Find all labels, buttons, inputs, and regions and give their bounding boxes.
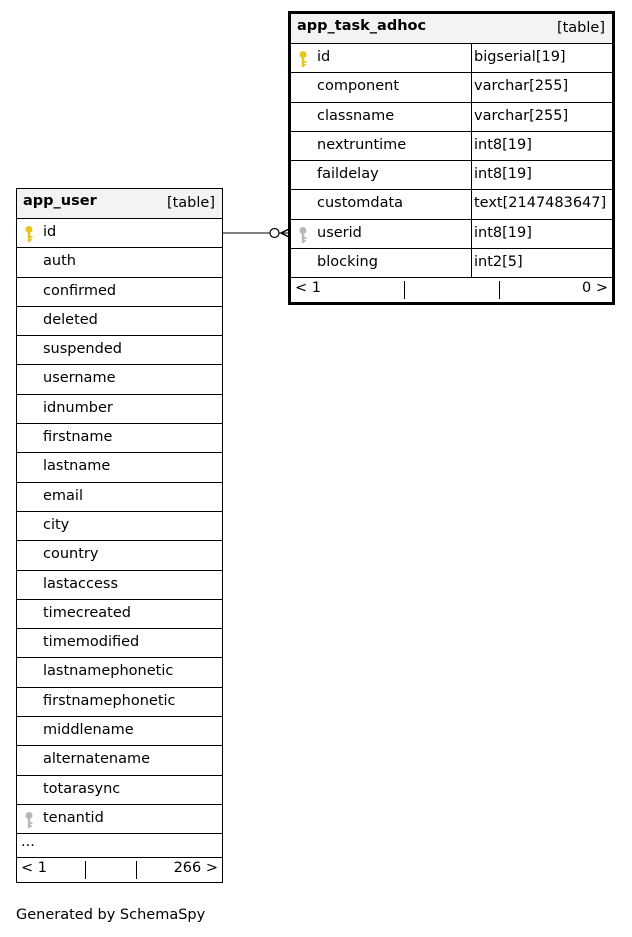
- column-name: suspended: [43, 341, 122, 358]
- primary-key-icon: [298, 50, 310, 68]
- column-row-nextruntime[interactable]: [291, 132, 612, 161]
- column-name: alternatename: [43, 751, 151, 768]
- column-row-middlename[interactable]: [17, 717, 222, 746]
- column-name: customdata: [317, 195, 404, 212]
- column-type: int2[5]: [474, 254, 523, 271]
- parents-count: < 1: [295, 280, 321, 297]
- more-columns-indicator: ...: [17, 834, 222, 858]
- column-row-auth[interactable]: [17, 248, 222, 277]
- table-app-user[interactable]: [16, 188, 223, 883]
- column-name: firstname: [43, 429, 113, 446]
- column-name: deleted: [43, 311, 98, 328]
- column-row-blocking[interactable]: [291, 249, 612, 278]
- column-name: nextruntime: [317, 136, 407, 153]
- column-row-confirmed[interactable]: [17, 278, 222, 307]
- column-row-customdata[interactable]: [291, 190, 612, 219]
- column-row-lastaccess[interactable]: [17, 571, 222, 600]
- column-row-city[interactable]: [17, 512, 222, 541]
- parents-count: < 1: [21, 860, 47, 877]
- column-name: timemodified: [43, 634, 140, 651]
- column-type: int8[19]: [474, 224, 532, 241]
- column-type: varchar[255]: [474, 107, 569, 124]
- children-count: 266 >: [173, 860, 218, 877]
- column-row-alternatename[interactable]: [17, 746, 222, 775]
- column-name: timecreated: [43, 604, 131, 621]
- column-type: int8[19]: [474, 166, 532, 183]
- column-row-id[interactable]: [291, 44, 612, 73]
- foreign-key-icon: [298, 226, 310, 244]
- table-kind: [table]: [166, 195, 215, 211]
- column-row-email[interactable]: [17, 483, 222, 512]
- column-name: confirmed: [43, 282, 117, 299]
- column-name: lastnamephonetic: [43, 663, 174, 680]
- column-name: username: [43, 370, 116, 387]
- column-row-idnumber[interactable]: [17, 395, 222, 424]
- column-type: text[2147483647]: [474, 195, 607, 212]
- column-name: idnumber: [43, 399, 113, 416]
- children-count: 0 >: [582, 280, 608, 297]
- column-name: id: [43, 224, 57, 240]
- column-row-faildelay[interactable]: [291, 161, 612, 190]
- foreign-key-icon: [24, 811, 36, 829]
- table-app-task-adhoc[interactable]: [288, 11, 615, 305]
- column-name: middlename: [43, 722, 134, 739]
- primary-key-icon: [24, 225, 36, 243]
- table-kind: [table]: [556, 20, 605, 36]
- generated-by-label: Generated by SchemaSpy: [16, 907, 206, 923]
- column-name: blocking: [317, 254, 378, 271]
- column-row-username[interactable]: [17, 365, 222, 394]
- column-row-firstnamephonetic[interactable]: [17, 688, 222, 717]
- column-name: lastaccess: [43, 575, 119, 592]
- column-row-timemodified[interactable]: [17, 629, 222, 658]
- column-name: auth: [43, 253, 76, 270]
- column-row-lastnamephonetic[interactable]: [17, 658, 222, 687]
- column-name: firstnamephonetic: [43, 692, 176, 709]
- column-row-userid[interactable]: [291, 220, 612, 249]
- column-type: bigserial[19]: [474, 49, 566, 65]
- table-footer: [291, 278, 612, 302]
- column-name: country: [43, 546, 99, 563]
- table-name[interactable]: app_user: [23, 193, 97, 209]
- column-name: classname: [317, 107, 395, 124]
- column-row-totarasync[interactable]: [17, 776, 222, 805]
- table-header: [291, 14, 612, 44]
- column-name: tenantid: [43, 809, 104, 826]
- column-name: lastname: [43, 458, 111, 475]
- table-footer: [17, 858, 222, 882]
- column-row-firstname[interactable]: [17, 424, 222, 453]
- column-row-lastname[interactable]: [17, 453, 222, 482]
- column-type: int8[19]: [474, 136, 532, 153]
- column-name: totarasync: [43, 780, 121, 797]
- column-row-suspended[interactable]: [17, 336, 222, 365]
- zero-cardinality-marker: [270, 229, 279, 238]
- column-name: id: [317, 49, 331, 65]
- column-name: component: [317, 78, 400, 95]
- column-row-deleted[interactable]: [17, 307, 222, 336]
- table-header: [17, 189, 222, 219]
- column-row-classname[interactable]: [291, 103, 612, 132]
- column-row-timecreated[interactable]: [17, 600, 222, 629]
- column-name: city: [43, 516, 70, 533]
- column-row-component[interactable]: [291, 73, 612, 102]
- column-type: varchar[255]: [474, 78, 569, 95]
- column-name: faildelay: [317, 166, 379, 183]
- column-row-country[interactable]: [17, 541, 222, 570]
- table-name[interactable]: app_task_adhoc: [297, 18, 427, 34]
- column-name: userid: [317, 224, 362, 241]
- column-row-tenantid[interactable]: [17, 805, 222, 834]
- column-row-id[interactable]: [17, 219, 222, 248]
- column-name: email: [43, 487, 83, 504]
